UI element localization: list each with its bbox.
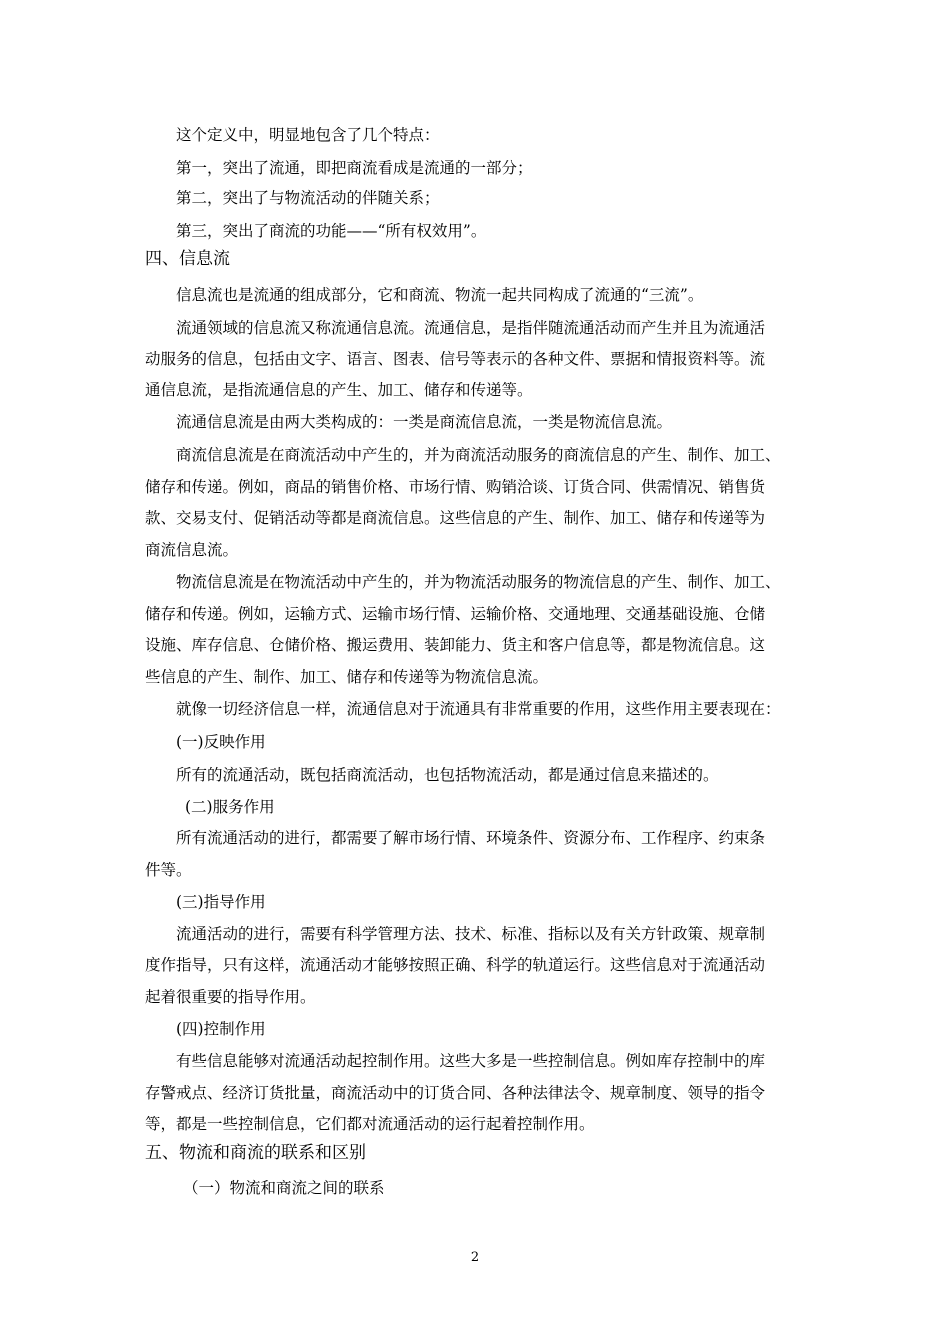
text-line: 就像一切经济信息一样，流通信息对于流通具有非常重要的作用，这些作用主要表现在：: [176, 700, 781, 718]
subheading: (二)服务作用: [185, 798, 275, 816]
text-line: 有些信息能够对流通活动起控制作用。这些大多是一些控制信息。例如库存控制中的库: [176, 1052, 766, 1070]
subheading: (四)控制作用: [176, 1020, 266, 1038]
text-line: 储存和传递。例如，商品的销售价格、市场行情、购销洽谈、订货合同、供需情况、销售货: [145, 478, 766, 496]
text-line: 动服务的信息，包括由文字、语言、图表、信号等表示的各种文件、票据和情报资料等。流: [145, 350, 766, 368]
text-line: 等，都是一些控制信息，它们都对流通活动的运行起着控制作用。: [145, 1115, 595, 1133]
section-heading-4: 四、信息流: [145, 249, 230, 269]
text-line: 通信息流，是指流通信息的产生、加工、储存和传递等。: [145, 381, 533, 399]
text-line: 商流信息流是在商流活动中产生的，并为商流活动服务的商流信息的产生、制作、加工、: [176, 446, 781, 464]
page-number: 2: [470, 1250, 480, 1265]
text-line: 件等。: [145, 861, 192, 879]
text-line: 第三，突出了商流的功能——“所有权效用”。: [176, 222, 487, 240]
text-line: 流通信息流是由两大类构成的：一类是商流信息流，一类是物流信息流。: [176, 413, 673, 431]
text-line: 所有流通活动的进行，都需要了解市场行情、环境条件、资源分布、工作程序、约束条: [176, 829, 766, 847]
subheading: (三)指导作用: [176, 893, 266, 911]
text-line: 流通活动的进行，需要有科学管理方法、技术、标准、指标以及有关方针政策、规章制: [176, 925, 766, 943]
text-line: 存警戒点、经济订货批量，商流活动中的订货合同、各种法律法令、规章制度、领导的指令: [145, 1084, 766, 1102]
text-line: 这个定义中，明显地包含了几个特点：: [176, 126, 440, 144]
text-line: 起着很重要的指导作用。: [145, 988, 316, 1006]
text-line: 第一，突出了流通，即把商流看成是流通的一部分；: [176, 159, 533, 177]
text-line: 流通领域的信息流又称流通信息流。流通信息，是指伴随流通活动而产生并且为流通活: [176, 319, 766, 337]
text-line: 款、交易支付、促销活动等都是商流信息。这些信息的产生、制作、加工、储存和传递等为: [145, 509, 766, 527]
text-line: 信息流也是流通的组成部分，它和商流、物流一起共同构成了流通的“三流”。: [176, 286, 704, 304]
section-heading-5: 五、物流和商流的联系和区别: [145, 1143, 366, 1163]
text-line: 储存和传递。例如，运输方式、运输市场行情、运输价格、交通地理、交通基础设施、仓储: [145, 605, 766, 623]
subheading: （一）物流和商流之间的联系: [183, 1179, 385, 1197]
text-line: 第二，突出了与物流活动的伴随关系；: [176, 189, 440, 207]
text-line: 所有的流通活动，既包括商流活动，也包括物流活动，都是通过信息来描述的。: [176, 766, 719, 784]
text-line: 度作指导，只有这样，流通活动才能够按照正确、科学的轨道运行。这些信息对于流通活动: [145, 956, 766, 974]
subheading: (一)反映作用: [176, 733, 266, 751]
text-line: 设施、库存信息、仓储价格、搬运费用、装卸能力、货主和客户信息等，都是物流信息。这: [145, 636, 766, 654]
text-line: 物流信息流是在物流活动中产生的，并为物流活动服务的物流信息的产生、制作、加工、: [176, 573, 781, 591]
text-line: 商流信息流。: [145, 541, 239, 559]
text-line: 些信息的产生、制作、加工、储存和传递等为物流信息流。: [145, 668, 549, 686]
